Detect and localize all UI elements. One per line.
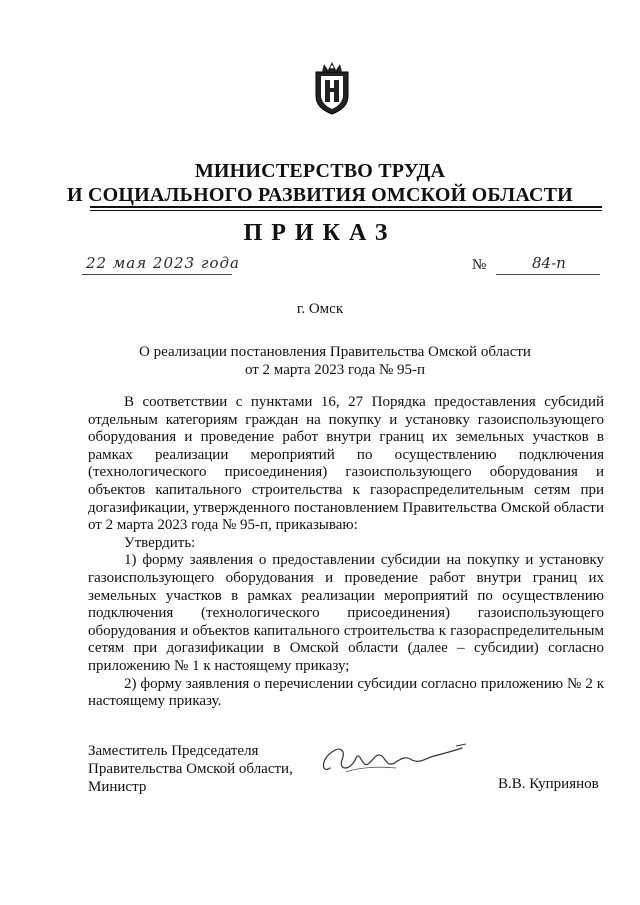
order-date: 22 мая 2023 года bbox=[86, 254, 240, 272]
signatory-title-line2: Правительства Омской области, bbox=[88, 761, 293, 777]
signatory-title-line1: Заместитель Председателя bbox=[88, 743, 259, 759]
signatory-title bbox=[88, 742, 293, 796]
date-underline bbox=[82, 274, 232, 275]
document-type-title: ПРИКАЗ bbox=[243, 220, 397, 246]
ministry-name-line1: МИНИСТЕРСТВО ТРУДА bbox=[194, 160, 446, 182]
handwritten-signature-icon bbox=[316, 738, 476, 782]
body-paragraph-item-1: 1) форму заявления о предоставлении субсидии на покупку и установку газоиспользующего оборудования и проведение работ внутри границ их земельных участков в рамках реализации мероприятий по осуществлению подключения (технологического присоединения) газоиспользующего оборудования и объектов капитального строительства к газораспределительным сетям при догазификации в Омской области (далее – субсидии) согласно приложению № 1 к настоящему приказу; bbox=[88, 552, 604, 674]
order-body bbox=[88, 394, 604, 711]
subject-line2: от 2 марта 2023 года № 95-п bbox=[244, 362, 426, 378]
body-paragraph-item-2: 2) форму заявления о перечислении субсидии согласно приложению № 2 к настоящему приказу. bbox=[88, 675, 604, 710]
header-rule-thin bbox=[90, 210, 602, 211]
body-paragraph-preamble: В соответствии с пунктами 16, 27 Порядка предоставления субсидий отдельным категориям граждан на покупку и установку газоиспользующего оборудования и проведение работ внутри границ их земельных участков в рамках реализации мероприятий по осуществлению подключения (технологического присоединения) газоиспользующего оборудования и объектов капитального строительства к газораспределительным сетям при догазификации, утвержденного постановлением Правительства Омской области от 2 марта 2023 года № 95-п, приказываю: bbox=[88, 394, 604, 534]
order-subject bbox=[100, 343, 570, 379]
ministry-name-line2: И СОЦИАЛЬНОГО РАЗВИТИЯ ОМСКОЙ ОБЛАСТИ bbox=[67, 184, 573, 206]
header-rule bbox=[90, 206, 602, 208]
body-paragraph-approve: Утвердить: bbox=[124, 534, 196, 551]
subject-line1: О реализации постановления Правительства Омской области bbox=[139, 344, 531, 360]
city-label: г. Омск bbox=[296, 301, 344, 317]
coat-of-arms-icon bbox=[312, 62, 352, 116]
number-underline bbox=[496, 274, 600, 275]
signatory-title-line3: Министр bbox=[88, 779, 147, 795]
number-sign: № bbox=[472, 257, 487, 273]
signatory-name: В.В. Куприянов bbox=[498, 776, 599, 792]
order-number: 84-п bbox=[532, 254, 566, 272]
